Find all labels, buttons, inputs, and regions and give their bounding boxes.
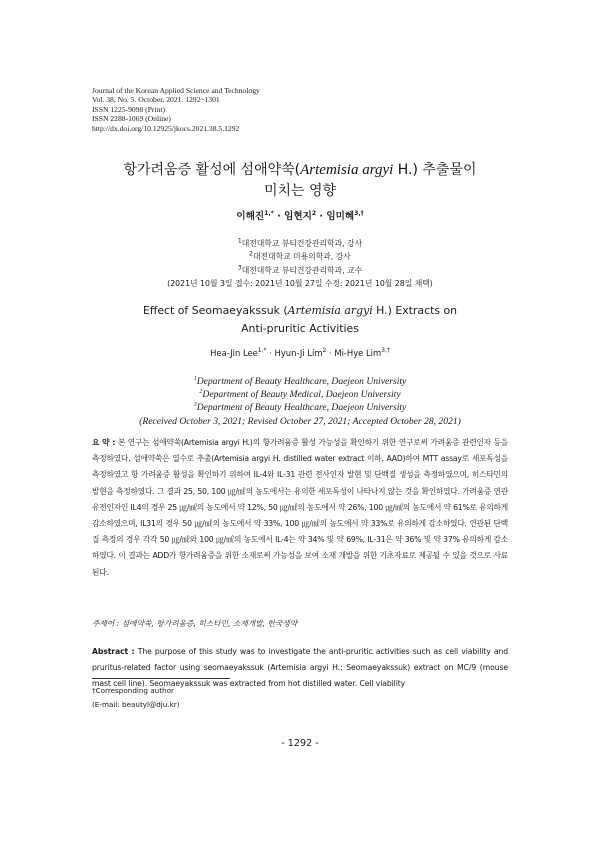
english-abstract-body: The purpose of this study was to investigate the anti-pruritic activities such as cell viability and pruritus-related factor using seomaeyakssuk (Artemisia argyi H.; Seomaeyakssuk) extract on MC/9 (mouse mast cell line). Seomaeyakssuk was extracted from hot distilled water. Cell viability (92, 647, 509, 688)
author-en-1-mark: 1,* (257, 347, 267, 355)
affiliation-kr-1-num: 1 (237, 237, 242, 245)
korean-title-part2: H.) 추출물이 (393, 162, 477, 178)
dates-en: (Received October 3, 2021; Revised October 27, 2021; Accepted October 28, 2021) (139, 415, 461, 427)
author-separator: · (316, 211, 327, 222)
korean-title-line2: 미치는 영향 (263, 183, 337, 199)
english-title-species: Artemisia argyi (287, 304, 373, 317)
author-kr-2-mark: 2 (311, 209, 317, 217)
affiliation-en-3-num: 3 (193, 402, 197, 409)
affiliation-en-1 (60, 375, 540, 388)
affiliation-kr-2-num: 2 (249, 250, 253, 258)
affiliation-en-1-num: 1 (193, 375, 197, 382)
affiliation-en-2-num: 2 (199, 389, 203, 396)
footnote-email: (E-mail: beautyl@dju.kr) (92, 700, 180, 709)
affiliation-en-1-text: Department of Beauty Healthcare, Daejeon University (196, 376, 407, 387)
journal-name: Journal of the Korean Applied Science and Technology (92, 86, 260, 95)
page-number: - 1292 - (281, 738, 319, 749)
korean-title (60, 160, 540, 202)
corresponding-author-footnote (92, 684, 392, 712)
author-en-2-mark: 2 (322, 347, 327, 355)
english-authors (60, 348, 540, 358)
affiliation-kr-3-text: 대전대학교 뷰티건강관리학과, 교수 (241, 265, 363, 275)
author-kr-3-mark: 3,† (354, 209, 364, 217)
affiliation-en-2 (60, 388, 540, 401)
author-separator: · (266, 348, 275, 358)
korean-keywords: 주제어 : 섬애약쑥, 항가려움증, 히스타민, 소재개발, 한국생약 (92, 619, 298, 628)
korean-title-species: Artemisia argyi (300, 162, 394, 178)
korean-abstract-heading: 요 약 : (92, 438, 116, 447)
english-title-part2: H.) Extracts on (372, 304, 458, 317)
author-separator: · (326, 348, 335, 358)
affiliation-en-2-text: Department of Beauty Medical, Daejeon University (202, 389, 401, 401)
journal-info (92, 86, 512, 133)
footnote-label: †Corresponding author (92, 686, 174, 695)
korean-abstract-body: 본 연구는 섬애약쑥(Artemisia argyi H.)의 항가려움증 활성 가능성을 확인하기 위한 연구로써 가려움증 관련인자 등을 측정하였다. 섬애약쑥은 열수로 추출(Artemisia argyi H. distilled water extract 이하, AAD)하여 MTT assay로 세포독성을 측정하였고 항 가려움증 활성을 확인하기 위하여 IL-4와 IL-31 관련 전사인자 발현 및 단백질 생성을 측정하였으며, 히스타민의 발현을 측정하였다. 그 결과 25, 50, 100 ㎍/㎖의 농도에서는 유의한 세포독성이 나타나지 않는 것을 확인하였다. 가려움증 연관 유전인자인 IL4의 경우 25 ㎍/㎖의 농도에서 약 12%, 50 ㎍/㎖의 농도에서 약 26%, 100 ㎍/㎖의 농도에서 약 61%로 유의하게 감소하였으며, IL31의 경우 50 ㎍/㎖의 농도에서 약 33%, 100 ㎍/㎖의 농도에서 약 33%로 유의하게 감소하였다. 연관된 단백질 측정의 경우 각각 50 ㎍/㎖와 100 ㎍/㎖의 농도에서 IL-4는 약 34% 및 약 69%, IL-31은 약 36% 및 약 37% 유의하게 감소하였다. 이 결과는 ADD가 항가려움증을 위한 소재로써 가능성을 보여 소재 개발을 위한 기초자료로 제공될 수 있을 것으로 사료된다. (92, 438, 508, 577)
affiliation-en-3 (60, 401, 540, 414)
english-title-line2: Anti-pruritic Activities (241, 322, 359, 335)
korean-title-part1: 항가려움증 활성에 섬애약쑥( (123, 162, 301, 178)
author-en-3: Mi-Hye Lim (334, 348, 382, 358)
affiliation-kr-3 (60, 264, 540, 277)
issn-online: ISSN 2288-1069 (Online) (92, 114, 171, 124)
author-kr-1: 이해진 (236, 211, 265, 222)
korean-authors (60, 208, 540, 222)
issn-print: ISSN 1225-9098 (Print) (92, 104, 165, 114)
doi-link[interactable]: http://dx.doi.org/10.12925/jkocs.2021.38.5.1292 (92, 123, 240, 133)
english-title (60, 302, 540, 338)
dates-kr: (2021년 10월 3일 접수: 2021년 10월 27일 수정: 2021년 10월 28일 채택) (167, 279, 433, 289)
author-separator: · (273, 211, 285, 222)
author-kr-1-mark: 1,* (264, 209, 274, 217)
affiliation-kr-1 (60, 237, 540, 250)
journal-volume: Vol. 38, No. 5. October, 2021. 1292~1301 (92, 95, 220, 105)
author-kr-2: 임현지 (284, 211, 312, 222)
affiliation-kr-3-num: 3 (237, 264, 242, 272)
author-kr-3: 임미혜 (326, 211, 355, 222)
affiliation-kr-2 (60, 250, 540, 263)
author-en-3-mark: 3,† (381, 347, 390, 355)
author-en-2: Hyun-Ji Lim (274, 348, 323, 358)
affiliation-en-3-text: Department of Beauty Healthcare, Daejeon University (196, 402, 407, 414)
english-title-part1: Effect of Seomaeyakssuk ( (142, 304, 288, 317)
english-abstract-heading: Abstract : (92, 647, 135, 656)
affiliation-kr-1-text: 대전대학교 뷰티건강관리학과, 강사 (241, 239, 363, 248)
author-en-1: Hea-Jin Lee (210, 348, 258, 358)
footnote-divider (92, 678, 230, 679)
korean-abstract (92, 435, 508, 581)
english-affiliations (60, 375, 540, 428)
affiliation-kr-2-text: 대전대학교 미용의학과, 강사 (253, 252, 351, 262)
korean-affiliations (60, 237, 540, 291)
